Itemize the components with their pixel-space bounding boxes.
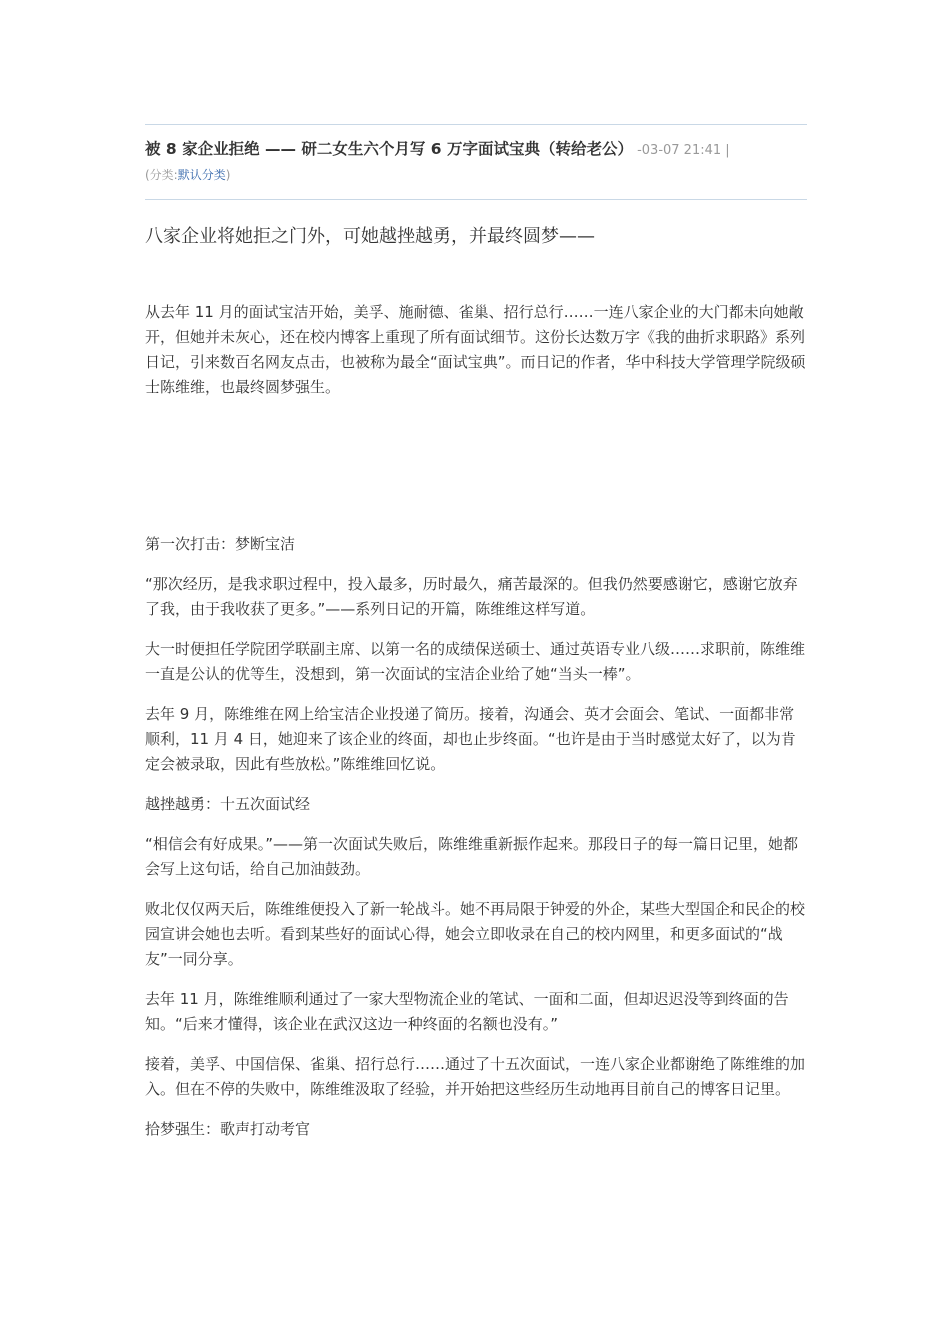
section1-paragraph-2: 大一时便担任学院团学联副主席、以第一名的成绩保送硕士、通过英语专业八级……求职前，陈维维一直是公认的优等生，没想到，第一次面试的宝洁企业给了她“当头一棒”。 (145, 640, 806, 683)
section2-paragraph-2: 败北仅仅两天后，陈维维便投入了新一轮战斗。她不再局限于钟爱的外企，某些大型国企和民企的校园宣讲会她也去听。看到某些好的面试心得，她会立即收录在自己的校内网里，和更多面试的“战友”一同分享。 (145, 900, 806, 968)
section2-paragraph-1: “相信会有好成果。”——第一次面试失败后，陈维维重新振作起来。那段日子的每一篇日记里，她都会写上这句话，给自己加油鼓劲。 (145, 835, 799, 878)
intro-paragraph: 从去年 11 月的面试宝洁开始，美孚、施耐德、雀巢、招行总行……一连八家企业的大门都未向她敞开，但她并未灰心，还在校内博客上重现了所有面试细节。这份长达数万字《我的曲折求职路》系列日记，引来数百名网友点击，也被称为最全“面试宝典”。而日记的作者，华中科技大学管理学院级硕士陈维维，也最终圆梦强生。 (145, 303, 806, 396)
section-heading-2: 越挫越勇：十五次面试经 (145, 795, 311, 813)
section-heading-3: 拾梦强生：歌声打动考官 (145, 1120, 311, 1138)
post-title[interactable]: 被 8 家企业拒绝 —— 研二女生六个月写 6 万字面试宝典（转给老公） (145, 140, 633, 158)
article-page (145, 124, 807, 1142)
section2-paragraph-4: 接着，美孚、中国信保、雀巢、招行总行……通过了十五次面试，一连八家企业都谢绝了陈维维的加入。但在不停的失败中，陈维维汲取了经验，并开始把这些经历生动地再目前自己的博客日记里。 (145, 1055, 806, 1098)
category-suffix: ) (225, 168, 231, 182)
post-header (145, 124, 807, 200)
post-category (145, 168, 230, 182)
category-link[interactable]: 默认分类 (177, 168, 226, 182)
category-prefix: (分类: (145, 168, 178, 182)
section2-paragraph-3: 去年 11 月，陈维维顺利通过了一家大型物流企业的笔试、一面和二面，但却迟迟没等到终面的告知。“后来才懂得，该企业在武汉这边一种终面的名额也没有。” (145, 990, 789, 1033)
section1-paragraph-3: 去年 9 月，陈维维在网上给宝洁企业投递了简历。接着，沟通会、英才会面会、笔试、一面都非常顺利，11 月 4 日，她迎来了该企业的终面，却也止步终面。“也许是由于当时感觉太好了，以为肯定会被录取，因此有些放松。”陈维维回忆说。 (145, 705, 796, 773)
section-heading-1: 第一次打击：梦断宝洁 (145, 535, 296, 553)
section1-paragraph-1: “那次经历，是我求职过程中，投入最多，历时最久，痛苦最深的。但我仍然要感谢它，感谢它放弃了我，由于我收获了更多。”——系列日记的开篇，陈维维这样写道。 (145, 575, 798, 618)
article-lead: 八家企业将她拒之门外，可她越挫越勇，并最终圆梦—— (145, 226, 595, 247)
post-date: -03-07 21:41 | (632, 143, 730, 158)
